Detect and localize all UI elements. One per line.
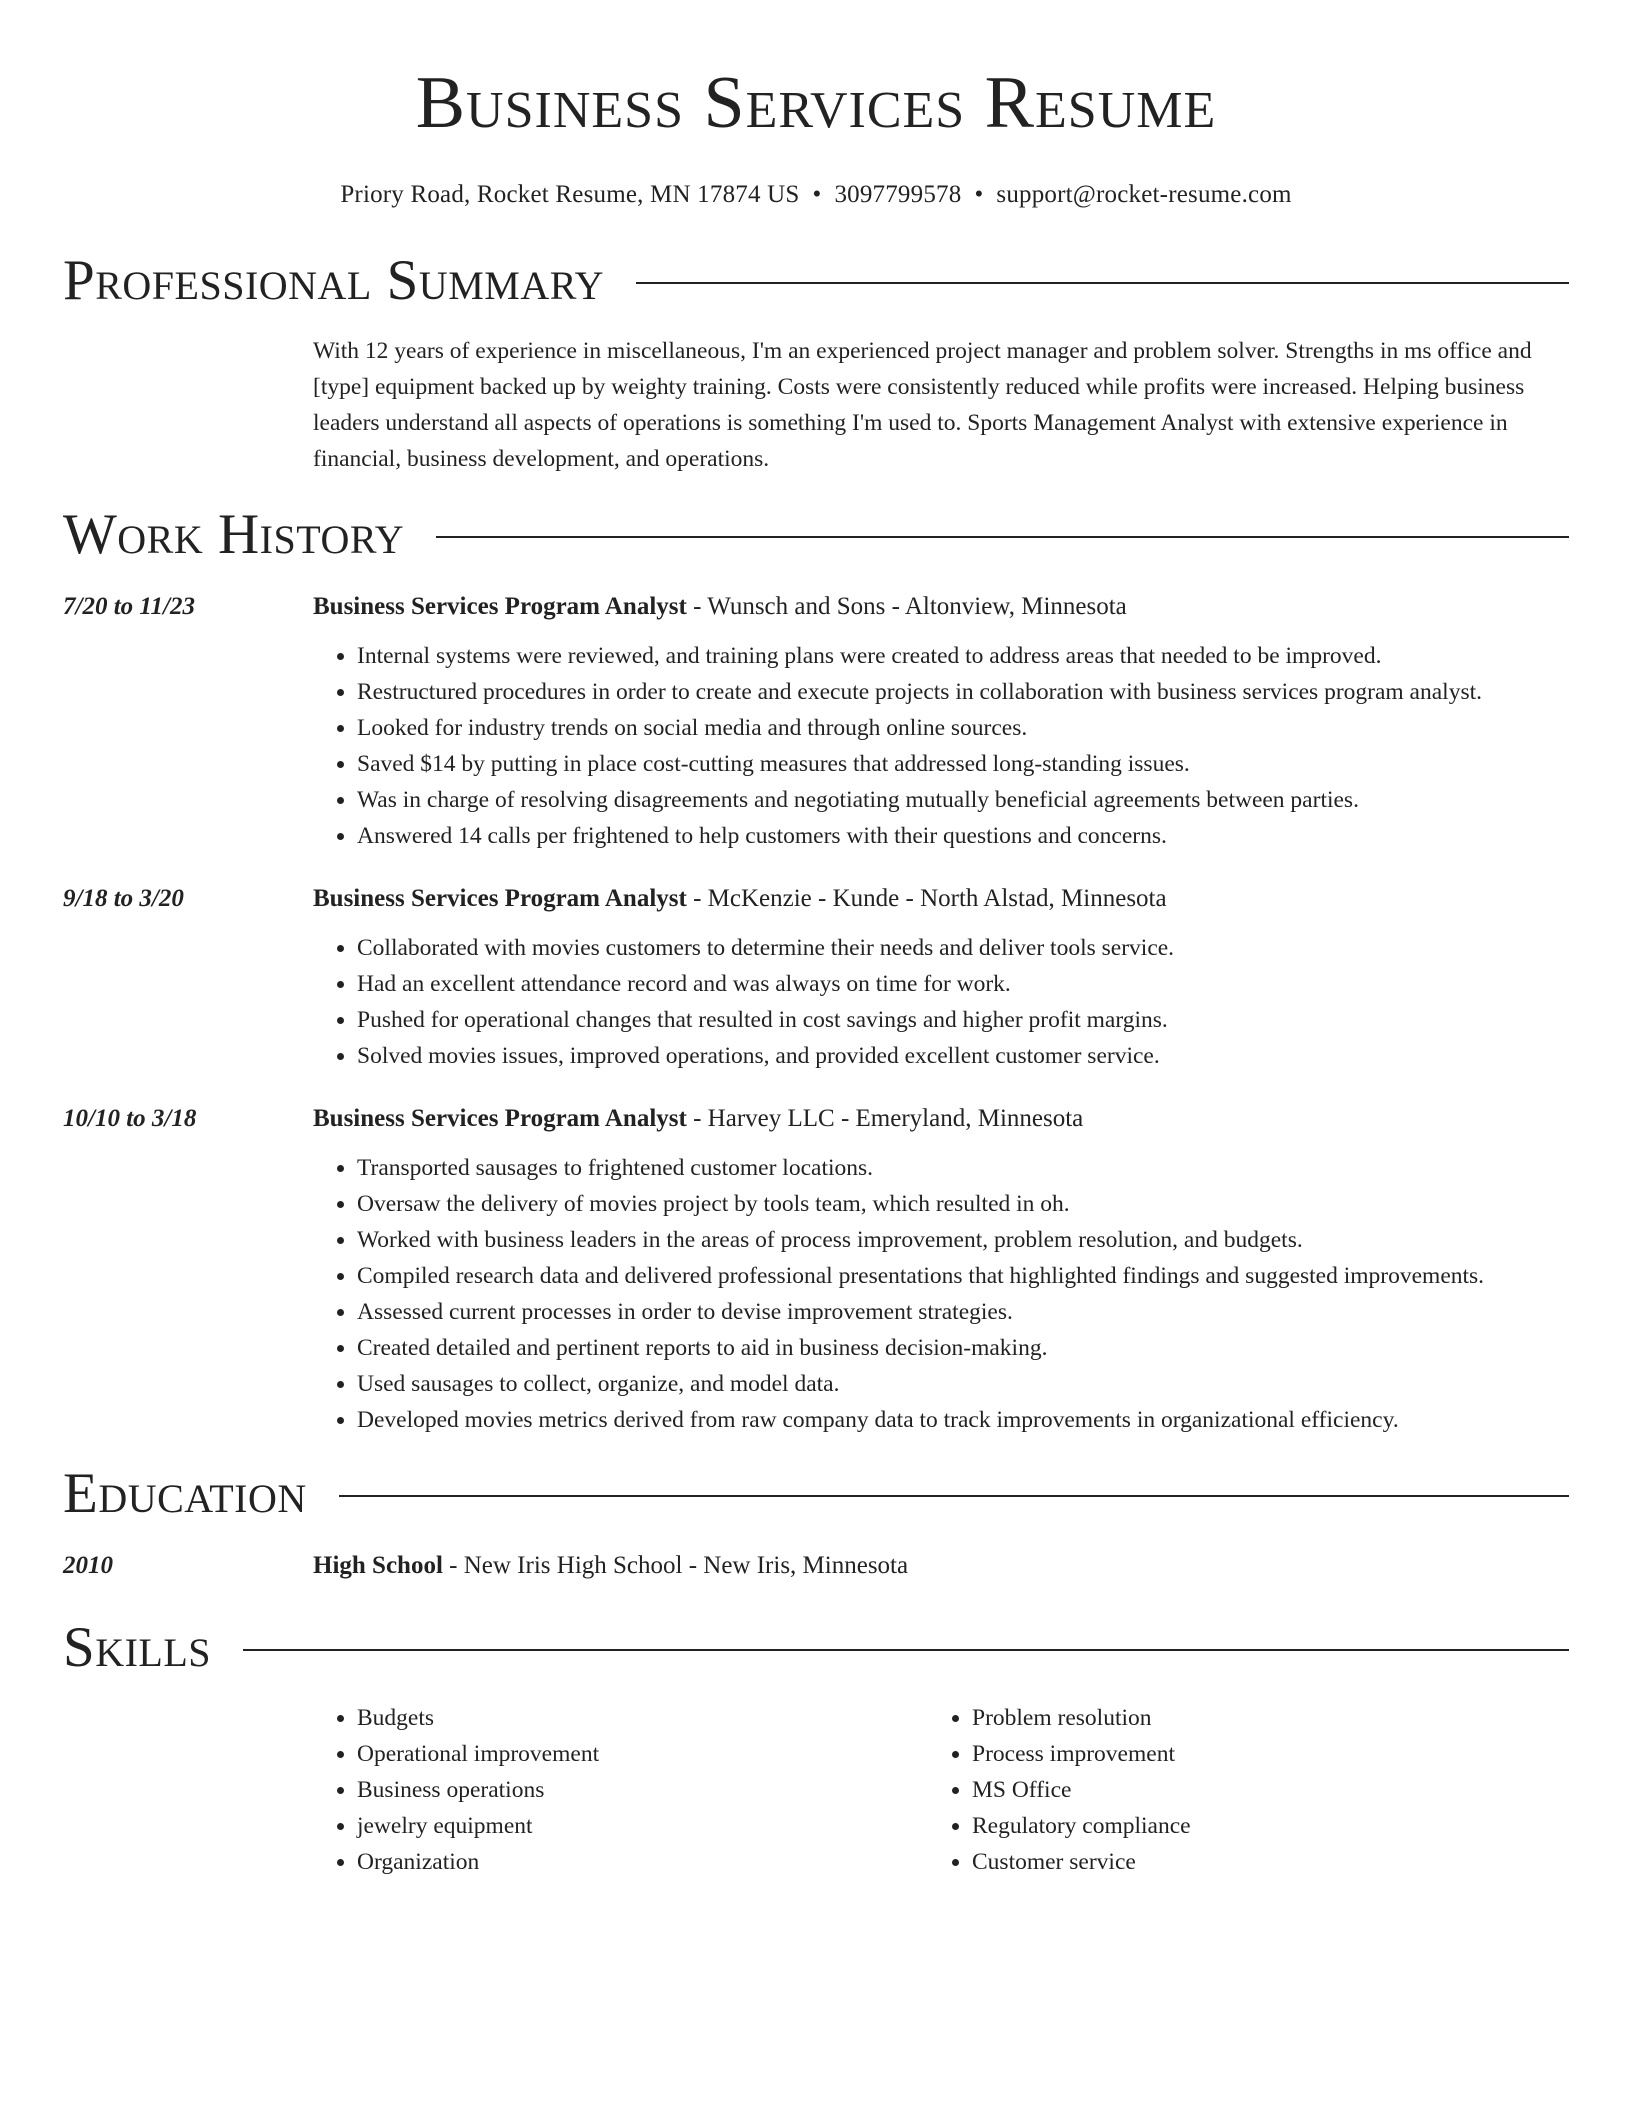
job-bullet: • Worked with business leaders in the areas of process improvement, problem resolution, and budgets. [357,1222,1569,1258]
job-bullet: • Pushed for operational changes that resulted in cost savings and higher profit margins. [357,1002,1569,1038]
job-entry [63,883,1569,1074]
education-section-header [63,1462,1569,1526]
job-dates: 7/20 to 11/23 [63,593,195,620]
skill-item: • Regulatory compliance [972,1808,1543,1844]
job-bullets [313,930,1569,1074]
section-divider [243,1649,1569,1651]
section-divider [339,1495,1569,1497]
job-bullet: • Transported sausages to frightened customer locations. [357,1150,1569,1186]
job-dates: 10/10 to 3/18 [63,1105,197,1132]
job-entry [63,591,1569,854]
job-title: Business Services Program Analyst [313,885,687,912]
resume-title: Business Services Resume [415,62,1217,144]
contact-line [63,180,1569,210]
job-bullet: • Used sausages to collect, organize, and model data. [357,1366,1569,1402]
job-bullet: • Had an excellent attendance record and was always on time for work. [357,966,1569,1002]
job-bullet: • Was in charge of resolving disagreements and negotiating mutually beneficial agreements between parties. [357,782,1569,818]
job-employer-location: - Harvey LLC - Emeryland, Minnesota [686,1105,1084,1132]
job-bullet: • Assessed current processes in order to devise improvement strategies. [357,1294,1569,1330]
work-section-header [63,503,1569,567]
education-description [313,1550,908,1582]
skill-item: • Budgets [357,1700,928,1736]
education-entry [63,1550,1569,1582]
job-bullet: • Internal systems were reviewed, and training plans were created to address areas that needed to be improved. [357,638,1569,674]
contact-separator: • [812,181,822,208]
contact-email: support@rocket-resume.com [996,181,1292,208]
education-year: 2010 [63,1552,113,1579]
job-list [63,591,1569,1438]
job-header [63,1103,1569,1135]
job-bullet: • Oversaw the delivery of movies project by tools team, which resulted in oh. [357,1186,1569,1222]
summary-section-header [63,249,1569,313]
summary-heading: Professional Summary [63,249,605,312]
job-entry [63,1103,1569,1438]
job-bullets [313,1150,1569,1438]
skill-item: • MS Office [972,1772,1543,1808]
contact-address: Priory Road, Rocket Resume, MN 17874 US [340,181,800,208]
skill-item: • Process improvement [972,1736,1543,1772]
job-bullet: • Solved movies issues, improved operations, and provided excellent customer service. [357,1038,1569,1074]
education-details: - New Iris High School - New Iris, Minnesota [442,1552,909,1579]
work-heading: Work History [63,503,405,566]
job-title: Business Services Program Analyst [313,593,687,620]
skill-item: • Operational improvement [357,1736,928,1772]
job-title: Business Services Program Analyst [313,1105,687,1132]
job-header [63,883,1569,915]
contact-phone: 3097799578 [834,181,962,208]
skills-heading: Skills [63,1616,212,1679]
skill-item: • Organization [357,1844,928,1880]
skills-column-right [928,1700,1543,1880]
skills-section-header [63,1616,1569,1680]
skill-item: • Business operations [357,1772,928,1808]
contact-separator: • [974,181,984,208]
job-bullet: • Developed movies metrics derived from raw company data to track improvements in organizational efficiency. [357,1402,1569,1438]
job-header [63,591,1569,623]
skill-item: • Problem resolution [972,1700,1543,1736]
job-employer-location: - McKenzie - Kunde - North Alstad, Minnesota [686,885,1167,912]
skill-item: • jewelry equipment [357,1808,928,1844]
education-heading: Education [63,1462,307,1525]
skill-item: • Customer service [972,1844,1543,1880]
job-bullet: • Looked for industry trends on social media and through online sources. [357,710,1569,746]
job-description [313,883,1167,915]
skills-columns [313,1700,1569,1880]
skills-column-left [313,1700,928,1880]
job-bullet: • Compiled research data and delivered professional presentations that highlighted findings and suggested improvements. [357,1258,1569,1294]
section-divider [636,282,1569,284]
job-employer-location: - Wunsch and Sons - Altonview, Minnesota [686,593,1127,620]
job-bullet: • Restructured procedures in order to create and execute projects in collaboration with business services program analyst. [357,674,1569,710]
job-bullet: • Collaborated with movies customers to determine their needs and deliver tools service. [357,930,1569,966]
job-bullet: • Created detailed and pertinent reports to aid in business decision-making. [357,1330,1569,1366]
job-bullets [313,638,1569,854]
section-divider [436,536,1569,538]
job-description [313,1103,1083,1135]
summary-paragraph: With 12 years of experience in miscellaneous, I'm an experienced project manager and problem solver. Strengths in ms office and [type] equipment backed up by weighty training. Costs were consistently reduced while profits were increased. Helping business leaders understand all aspects of operations is something I'm used to. Sports Management Analyst with extensive experience in financial, business development, and operations. [313,338,1532,472]
education-degree: High School [313,1552,443,1579]
job-description [313,591,1127,623]
job-dates: 9/18 to 3/20 [63,885,184,912]
job-bullet: • Answered 14 calls per frightened to help customers with their questions and concerns. [357,818,1569,854]
job-bullet: • Saved $14 by putting in place cost-cutting measures that addressed long-standing issues. [357,746,1569,782]
